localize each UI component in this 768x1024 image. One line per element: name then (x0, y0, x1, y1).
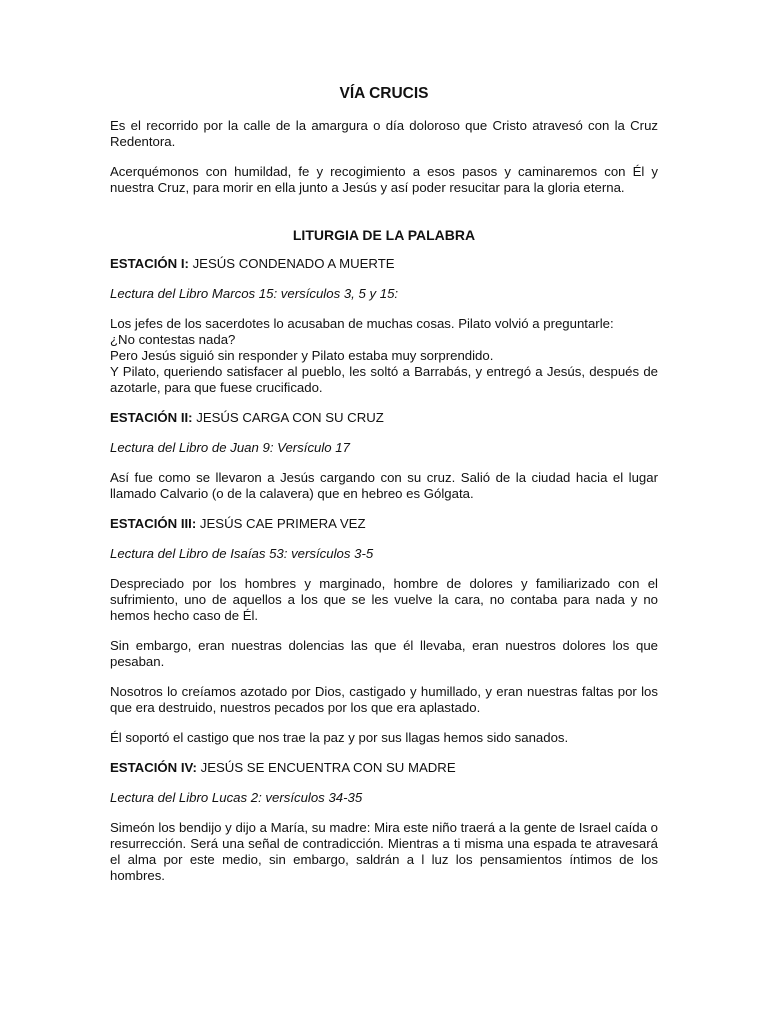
intro-paragraph-1: Es el recorrido por la calle de la amargura o día doloroso que Cristo atravesó con la Cruz Redentora. (110, 118, 658, 149)
station-paragraph (110, 316, 658, 396)
section-title: LITURGIA DE LA PALABRA (292, 227, 476, 243)
station-heading (110, 410, 658, 426)
station-reading: Lectura del Libro de Isaías 53: versículos 3-5 (110, 546, 374, 561)
station-reading: Lectura del Libro Marcos 15: versículos 3, 5 y 15: (110, 286, 399, 301)
station-label: ESTACIÓN III: (110, 516, 197, 531)
station-name: JESÚS CONDENADO A MUERTE (192, 256, 395, 271)
station-paragraph: Despreciado por los hombres y marginado, hombre de dolores y familiarizado con el sufrimiento, uno de aquellos a los que se les vuelve la cara, no contaba para nada y no hemos hecho caso de Él. (110, 576, 658, 623)
station-3 (110, 516, 658, 746)
station-2 (110, 410, 658, 502)
document-page (110, 84, 658, 898)
station-reading: Lectura del Libro de Juan 9: Versículo 17 (110, 440, 350, 455)
intro-section (110, 118, 658, 196)
station-paragraph: Nosotros lo creíamos azotado por Dios, castigado y humillado, y eran nuestras faltas por los que era destruido, nuestros pecados por los que era aplastado. (110, 684, 658, 715)
station-paragraph: Simeón los bendijo y dijo a María, su madre: Mira este niño traerá a la gente de Israel caída o resurrección. Será una señal de contradicción. Mientras a ti misma una espada te atravesará el alma por este medio, sin embargo, saldrán a l luz los pensamientos íntimos de los hombres. (110, 820, 658, 883)
station-4 (110, 760, 658, 884)
intro-paragraph-2: Acerquémonos con humildad, fe y recogimiento a esos pasos y caminaremos con Él y nuestra Cruz, para morir en ella junto a Jesús y así poder resucitar para la gloria eterna. (110, 164, 658, 195)
station-heading (110, 516, 658, 532)
station-name: JESÚS CAE PRIMERA VEZ (199, 516, 366, 531)
station-heading (110, 760, 658, 776)
text-line: ¿No contestas nada? (110, 332, 236, 347)
station-reading: Lectura del Libro Lucas 2: versículos 34-35 (110, 790, 363, 805)
station-label: ESTACIÓN IV: (110, 760, 197, 775)
text-line: Y Pilato, queriendo satisfacer al pueblo, les soltó a Barrabás, y entregó a Jesús, después de azotarle, para que fuese crucificado. (110, 364, 658, 395)
station-paragraph: Sin embargo, eran nuestras dolencias las que él llevaba, eran nuestros dolores los que pesaban. (110, 638, 658, 669)
text-line: Los jefes de los sacerdotes lo acusaban de muchas cosas. Pilato volvió a preguntarle: (110, 316, 614, 331)
station-name: JESÚS SE ENCUENTRA CON SU MADRE (200, 760, 456, 775)
station-name: JESÚS CARGA CON SU CRUZ (196, 410, 384, 425)
text-line: Pero Jesús siguió sin responder y Pilato estaba muy sorprendido. (110, 348, 494, 363)
station-paragraph: Así fue como se llevaron a Jesús cargando con su cruz. Salió de la ciudad hacia el lugar llamado Calvario (o de la calavera) que en hebreo es Gólgata. (110, 470, 658, 501)
document-title: VÍA CRUCIS (339, 85, 429, 102)
station-label: ESTACIÓN II: (110, 410, 193, 425)
station-label: ESTACIÓN I: (110, 256, 189, 271)
station-paragraph: Él soportó el castigo que nos trae la paz y por sus llagas hemos sido sanados. (110, 730, 569, 745)
station-1 (110, 256, 658, 396)
station-heading (110, 256, 658, 272)
